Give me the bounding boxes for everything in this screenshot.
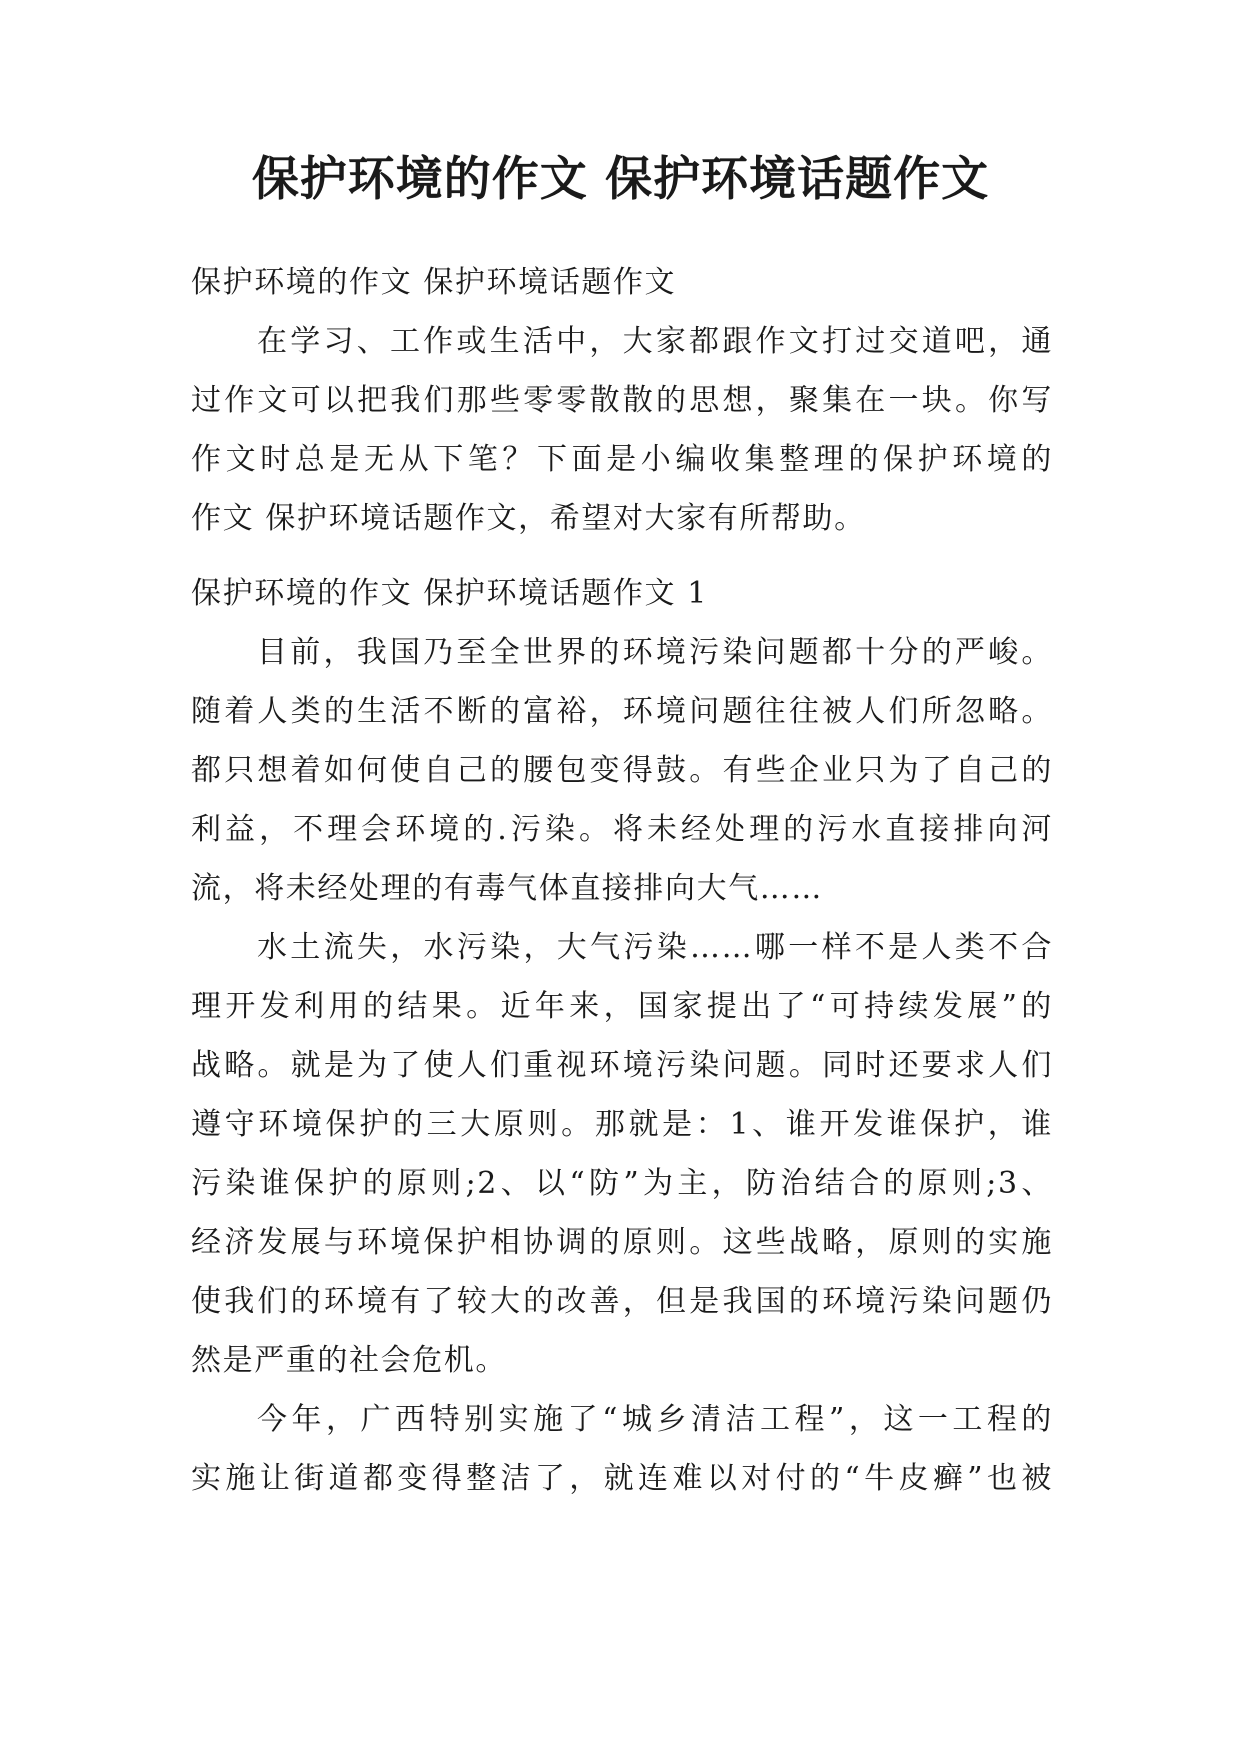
paragraph-line: 利益，不理会环境的.污染。将未经处理的污水直接排向河 — [191, 812, 1053, 847]
paragraph-line: 目前，我国乃至全世界的环境污染问题都十分的严峻。 — [257, 635, 1053, 670]
paragraph-line: 遵守环境保护的三大原则。那就是：1、谁开发谁保护，谁 — [191, 1107, 1053, 1142]
paragraph-line: 水土流失，水污染，大气污染……哪一样不是人类不合 — [257, 930, 1053, 965]
paragraph-line: 流，将未经处理的有毒气体直接排向大气…… — [191, 871, 823, 906]
paragraph-line: 经济发展与环境保护相协调的原则。这些战略，原则的实施 — [191, 1225, 1053, 1260]
paragraph-line: 今年，广西特别实施了“城乡清洁工程”，这一工程的 — [257, 1402, 1053, 1437]
intro-line: 在学习、工作或生活中，大家都跟作文打过交道吧，通 — [257, 324, 1053, 359]
paragraph-line: 污染谁保护的原则;2、以“防”为主，防治结合的原则;3、 — [191, 1166, 1053, 1201]
paragraph-line: 战略。就是为了使人们重视环境污染问题。同时还要求人们 — [191, 1048, 1053, 1083]
intro-line: 作文时总是无从下笔？下面是小编收集整理的保护环境的 — [191, 442, 1053, 477]
essay-1-heading: 保护环境的作文 保护环境话题作文 1 — [191, 576, 708, 611]
paragraph-line: 都只想着如何使自己的腰包变得鼓。有些企业只为了自己的 — [191, 753, 1053, 788]
paragraph-line: 理开发利用的结果。近年来，国家提出了“可持续发展”的 — [191, 989, 1053, 1024]
intro-line: 作文 保护环境话题作文，希望对大家有所帮助。 — [191, 501, 866, 536]
intro-line: 过作文可以把我们那些零零散散的思想，聚集在一块。你写 — [191, 383, 1053, 418]
intro-heading: 保护环境的作文 保护环境话题作文 — [191, 265, 677, 300]
essay-1-section — [191, 564, 1053, 1508]
paragraph-line: 然是严重的社会危机。 — [191, 1343, 507, 1378]
document-title: 保护环境的作文 保护环境话题作文 — [251, 152, 990, 207]
paragraph-line: 随着人类的生活不断的富裕，环境问题往往被人们所忽略。 — [191, 694, 1053, 729]
paragraph-line: 实施让街道都变得整洁了，就连难以对付的“牛皮癣”也被 — [191, 1461, 1053, 1496]
paragraph-line: 使我们的环境有了较大的改善，但是我国的环境污染问题仍 — [191, 1284, 1053, 1319]
intro-section — [191, 253, 1053, 548]
